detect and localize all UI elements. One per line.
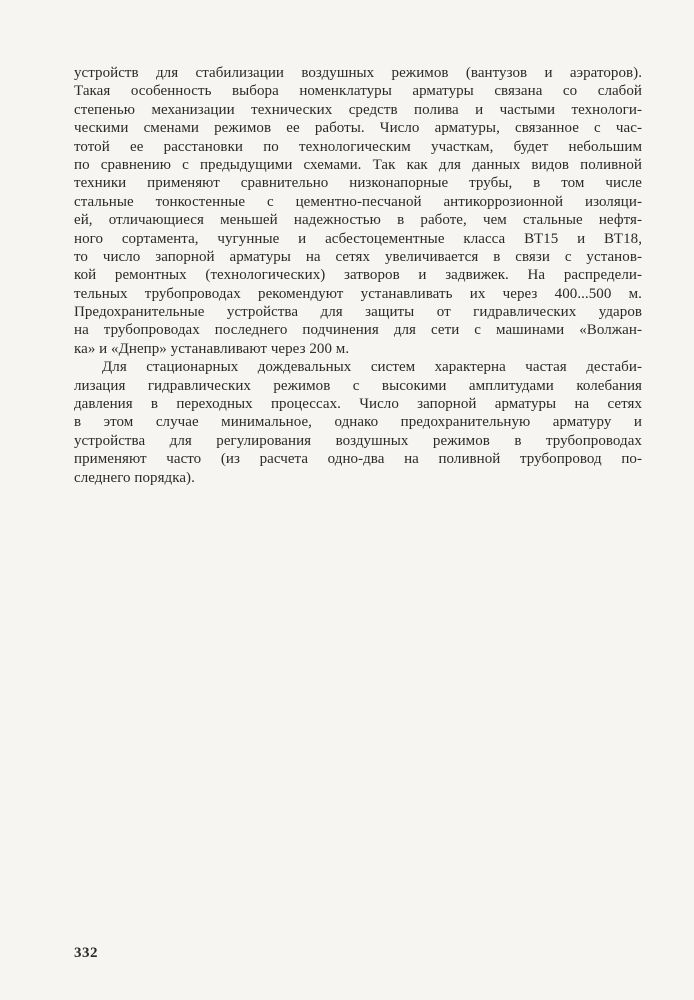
text-line: кой ремонтных (технологических) затворов и задвижек. На распредели- (74, 267, 642, 284)
text-line: ного сортамента, чугунные и асбестоцементные класса ВТ15 и ВТ18, (74, 230, 642, 247)
text-line: устройства для регулирования воздушных режимов в трубопроводах (74, 432, 642, 449)
text-line: применяют часто (из расчета одно-два на поливной трубопровод по- (74, 451, 642, 468)
text-line: в этом случае минимальное, однако предохранительную арматуру и (74, 414, 642, 431)
text-line: давления в переходных процессах. Число запорной арматуры на сетях (74, 396, 642, 413)
paragraph-2 (74, 358, 642, 487)
text-line: ей, отличающиеся меньшей надежностью в работе, чем стальные нефтя- (74, 212, 642, 229)
text-line: лизация гидравлических режимов с высокими амплитудами колебания (74, 377, 642, 394)
text-line: тельных трубопроводах рекомендуют устанавливать их через 400...500 м. (74, 285, 642, 302)
text-line: степенью механизации технических средств полива и частыми технологи- (74, 101, 642, 118)
text-line: техники применяют сравнительно низконапорные трубы, в том числе (74, 175, 642, 192)
text-line: по сравнению с предыдущими схемами. Так как для данных видов поливной (74, 156, 642, 173)
body-text (74, 64, 642, 487)
text-line: следнего порядка). (74, 469, 195, 486)
text-line: ческими сменами режимов ее работы. Число арматуры, связанное с час- (74, 120, 642, 137)
paragraph-1 (74, 64, 642, 358)
text-line: Для стационарных дождевальных систем характерна частая дестаби- (102, 359, 642, 376)
text-line: то число запорной арматуры на сетях увеличивается в связи с установ- (74, 248, 642, 265)
page-number: 332 (74, 945, 98, 961)
text-line: Такая особенность выбора номенклатуры арматуры связана со слабой (74, 83, 642, 100)
text-line: на трубопроводах последнего подчинения для сети с машинами «Волжан- (74, 322, 642, 339)
text-line: Предохранительные устройства для защиты от гидравлических ударов (74, 304, 642, 321)
text-line: устройств для стабилизации воздушных режимов (вантузов и аэраторов). (74, 65, 642, 81)
text-line: ка» и «Днепр» устанавливают через 200 м. (74, 340, 350, 357)
text-line: тотой ее расстановки по технологическим участкам, будет небольшим (74, 138, 642, 155)
text-line: стальные тонкостенные с цементно-песчаной антикоррозионной изоляци- (74, 193, 642, 210)
